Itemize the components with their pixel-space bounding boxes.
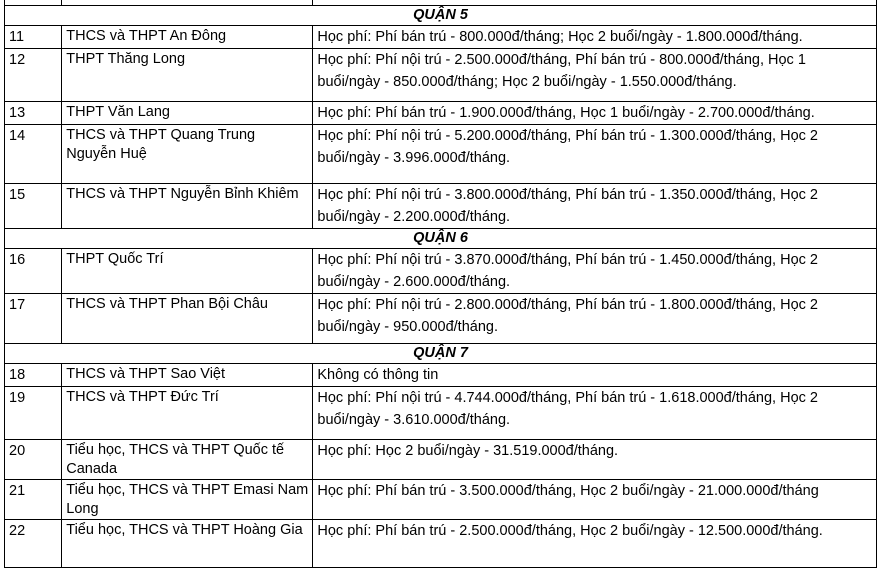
row-number: 15: [5, 184, 62, 229]
row-number: 22: [5, 520, 62, 568]
district-header-row: [5, 6, 877, 26]
table-row: [5, 387, 877, 440]
row-number: 19: [5, 387, 62, 440]
district-heading: QUẬN 6: [5, 229, 877, 249]
tuition-info: Học phí: Phí nội trú - 2.800.000đ/tháng, Phí bán trú - 1.800.000đ/tháng, Học 2 buổi/ngày - 950.000đ/tháng.: [313, 294, 877, 344]
table-row: [5, 294, 877, 344]
table-row: [5, 364, 877, 387]
school-name: THCS và THPT Nguyễn Bỉnh Khiêm: [62, 184, 313, 229]
table-row: [5, 102, 877, 125]
tuition-info: Học phí: Phí nội trú - 4.744.000đ/tháng, Phí bán trú - 1.618.000đ/tháng, Học 2 buổi/ngày - 3.610.000đ/tháng.: [313, 387, 877, 440]
tuition-info: Học phí: Phí nội trú - 3.800.000đ/tháng, Phí bán trú - 1.350.000đ/tháng, Học 2 buổi/ngày - 2.200.000đ/tháng.: [313, 184, 877, 229]
row-number: 20: [5, 440, 62, 480]
school-name: THCS và THPT Đức Trí: [62, 387, 313, 440]
row-number: 13: [5, 102, 62, 125]
school-name: THPT Thăng Long: [62, 49, 313, 102]
row-number: 21: [5, 480, 62, 520]
table-row: [5, 125, 877, 184]
school-name: Tiểu học, THCS và THPT Quốc tế Canada: [62, 440, 313, 480]
row-number: 12: [5, 49, 62, 102]
school-name: THPT Văn Lang: [62, 102, 313, 125]
district-heading: QUẬN 5: [5, 6, 877, 26]
table-row: [5, 480, 877, 520]
school-name: THCS và THPT Phan Bội Châu: [62, 294, 313, 344]
tuition-info: Học phí: Phí bán trú - 1.900.000đ/tháng, Học 1 buổi/ngày - 2.700.000đ/tháng.: [313, 102, 877, 125]
school-name: THCS và THPT An Đông: [62, 26, 313, 49]
tuition-info: Học phí: Học 2 buổi/ngày - 31.519.000đ/tháng.: [313, 440, 877, 480]
row-number: 16: [5, 249, 62, 294]
tuition-info: Học phí: Phí bán trú - 800.000đ/tháng; Học 2 buổi/ngày - 1.800.000đ/tháng.: [313, 26, 877, 49]
school-name: Tiểu học, THCS và THPT Emasi Nam Long: [62, 480, 313, 520]
table-row: [5, 184, 877, 229]
tuition-info: Học phí: Phí nội trú - 2.500.000đ/tháng, Phí bán trú - 800.000đ/tháng, Học 1 buổi/ngày - 850.000đ/tháng; Học 2 buổi/ngày - 1.550.000đ/tháng.: [313, 49, 877, 102]
district-header-row: [5, 344, 877, 364]
school-name: THCS và THPT Sao Việt: [62, 364, 313, 387]
table-row: [5, 440, 877, 480]
tuition-info: Học phí: Phí nội trú - 5.200.000đ/tháng, Phí bán trú - 1.300.000đ/tháng, Học 2 buổi/ngày - 3.996.000đ/tháng.: [313, 125, 877, 184]
table-row: [5, 49, 877, 102]
school-name: THPT Quốc Trí: [62, 249, 313, 294]
row-number: 18: [5, 364, 62, 387]
row-number: 11: [5, 26, 62, 49]
tuition-table: [4, 0, 877, 568]
table-row: [5, 249, 877, 294]
table-row: [5, 520, 877, 568]
tuition-info: Học phí: Phí bán trú - 2.500.000đ/tháng, Học 2 buổi/ngày - 12.500.000đ/tháng.: [313, 520, 877, 568]
table-row: [5, 26, 877, 49]
district-header-row: [5, 229, 877, 249]
tuition-info: Học phí: Phí bán trú - 3.500.000đ/tháng, Học 2 buổi/ngày - 21.000.000đ/tháng: [313, 480, 877, 520]
tuition-info: Không có thông tin: [313, 364, 877, 387]
row-number: 14: [5, 125, 62, 184]
school-name: THCS và THPT Quang Trung Nguyễn Huệ: [62, 125, 313, 184]
school-name: Tiểu học, THCS và THPT Hoàng Gia: [62, 520, 313, 568]
district-heading: QUẬN 7: [5, 344, 877, 364]
row-number: 17: [5, 294, 62, 344]
tuition-info: Học phí: Phí nội trú - 3.870.000đ/tháng, Phí bán trú - 1.450.000đ/tháng, Học 2 buổi/ngày - 2.600.000đ/tháng.: [313, 249, 877, 294]
